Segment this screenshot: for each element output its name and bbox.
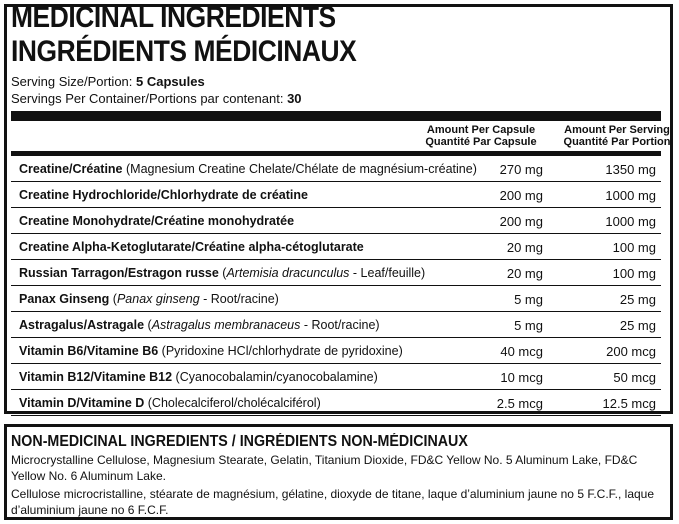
amount-per-serving: 25 mg	[619, 318, 656, 333]
amount-per-capsule: 2.5 mcg	[496, 396, 543, 411]
amount-per-serving: 1000 mg	[605, 188, 656, 203]
ingredient-source: (	[109, 292, 117, 306]
column-header-per-serving	[561, 124, 673, 148]
table-row	[11, 208, 661, 234]
ingredient-name-bold: Creatine Alpha-Ketoglutarate/Créatine alpha-cétoglutarate	[19, 240, 364, 254]
column-header-per-capsule-en: Amount Per Capsule	[426, 124, 536, 136]
ingredient-name-bold: Vitamin B12/Vitamine B12	[19, 370, 173, 384]
title-french: INGRÉDIENTS MÉDICINAUX	[11, 35, 357, 68]
column-header-per-capsule	[396, 124, 566, 148]
ingredient-source: (	[218, 266, 227, 280]
servings-per-container-value: 30	[287, 91, 302, 106]
ingredient-source: (Magnesium Creatine Chelate/Chélate de magnésium-créatine)	[122, 162, 477, 176]
title-english: MEDICINAL INGREDIENTS	[11, 1, 336, 34]
ingredient-name-bold: Vitamin D/Vitamine D	[19, 396, 145, 410]
ingredient-source: (Pyridoxine HCl/chlorhydrate de pyridoxine)	[158, 344, 403, 358]
amount-per-capsule: 5 mg	[514, 318, 543, 333]
ingredient-name	[19, 188, 308, 202]
ingredient-name-bold: Panax Ginseng	[19, 292, 110, 306]
column-header-per-serving-en: Amount Per Serving	[564, 124, 670, 136]
amount-per-serving: 12.5 mcg	[602, 396, 656, 411]
table-row	[11, 364, 661, 390]
ingredient-source: (Cyanocobalamin/cyanocobalamine)	[172, 370, 378, 384]
ingredient-part: - Root/racine)	[199, 292, 279, 306]
amount-per-capsule: 270 mg	[499, 162, 543, 177]
amount-per-serving: 200 mcg	[606, 344, 656, 359]
ingredient-name	[19, 344, 403, 358]
amount-per-serving: 1000 mg	[605, 214, 656, 229]
table-row	[11, 260, 661, 286]
amount-per-capsule: 40 mcg	[500, 344, 543, 359]
ingredient-name	[19, 214, 294, 228]
amount-per-serving: 100 mg	[612, 266, 656, 281]
ingredient-name-bold: Creatine Hydrochloride/Chlorhydrate de créatine	[19, 188, 308, 202]
non-medicinal-title: NON-MEDICINAL INGREDIENTS / INGRÉDIENTS NON-MÉDICINAUX	[11, 433, 468, 450]
table-row	[11, 234, 661, 260]
ingredient-latin-name: Artemisia dracunculus	[226, 266, 350, 280]
ingredient-part: - Root/racine)	[300, 318, 380, 332]
non-medicinal-text-english: Microcrystalline Cellulose, Magnesium Stearate, Gelatin, Titanium Dioxide, FD&C Yellow No. 5 Aluminum Lake, FD&C Yellow No. 6 Aluminum Lake.	[11, 453, 638, 483]
ingredient-name	[19, 240, 364, 254]
amount-per-capsule: 20 mg	[506, 266, 543, 281]
amount-per-serving: 100 mg	[612, 240, 656, 255]
ingredient-name-bold: Vitamin B6/Vitamine B6	[19, 344, 159, 358]
serving-size-value: 5 Capsules	[136, 74, 205, 89]
ingredient-source: (	[144, 318, 152, 332]
table-row	[11, 156, 661, 182]
ingredient-name	[19, 370, 378, 384]
ingredient-latin-name: Astragalus membranaceus	[151, 318, 301, 332]
ingredient-name-bold: Creatine/Créatine	[19, 162, 123, 176]
table-row	[11, 286, 661, 312]
ingredient-name	[19, 292, 279, 306]
ingredient-name	[19, 266, 425, 280]
ingredient-latin-name: Panax ginseng	[116, 292, 200, 306]
table-row	[11, 182, 661, 208]
serving-size-label: Serving Size/Portion:	[11, 74, 133, 89]
amount-per-capsule: 200 mg	[499, 188, 543, 203]
non-medicinal-text-french: Cellulose microcristalline, stéarate de magnésium, gélatine, dioxyde de titane, laque d’aluminium jaune no 5 F.C.F., laque d’aluminium jaune no 6 F.C.F.	[11, 487, 655, 517]
amount-per-capsule: 5 mg	[514, 292, 543, 307]
column-header-per-serving-fr: Quantité Par Portion	[563, 136, 671, 148]
amount-per-serving: 1350 mg	[605, 162, 656, 177]
serving-size	[11, 74, 205, 89]
thick-divider	[11, 111, 661, 121]
ingredient-name-bold: Astragalus/Astragale	[19, 318, 145, 332]
table-row	[11, 390, 661, 416]
amount-per-capsule: 200 mg	[499, 214, 543, 229]
amount-per-serving: 25 mg	[619, 292, 656, 307]
table-row	[11, 338, 661, 364]
table-row	[11, 312, 661, 338]
ingredient-name	[19, 162, 477, 176]
ingredient-source: (Cholecalciferol/cholécalciférol)	[144, 396, 321, 410]
servings-per-container	[11, 91, 302, 106]
ingredient-part: - Leaf/feuille)	[349, 266, 426, 280]
amount-per-serving: 50 mcg	[613, 370, 656, 385]
column-header-per-capsule-fr: Quantité Par Capsule	[425, 136, 537, 148]
amount-per-capsule: 20 mg	[506, 240, 543, 255]
ingredient-name	[19, 396, 321, 410]
ingredient-name-bold: Creatine Monohydrate/Créatine monohydratée	[19, 214, 295, 228]
ingredient-name	[19, 318, 380, 332]
ingredient-name-bold: Russian Tarragon/Estragon russe	[19, 266, 219, 280]
servings-per-container-label: Servings Per Container/Portions par contenant:	[11, 91, 284, 106]
amount-per-capsule: 10 mcg	[500, 370, 543, 385]
